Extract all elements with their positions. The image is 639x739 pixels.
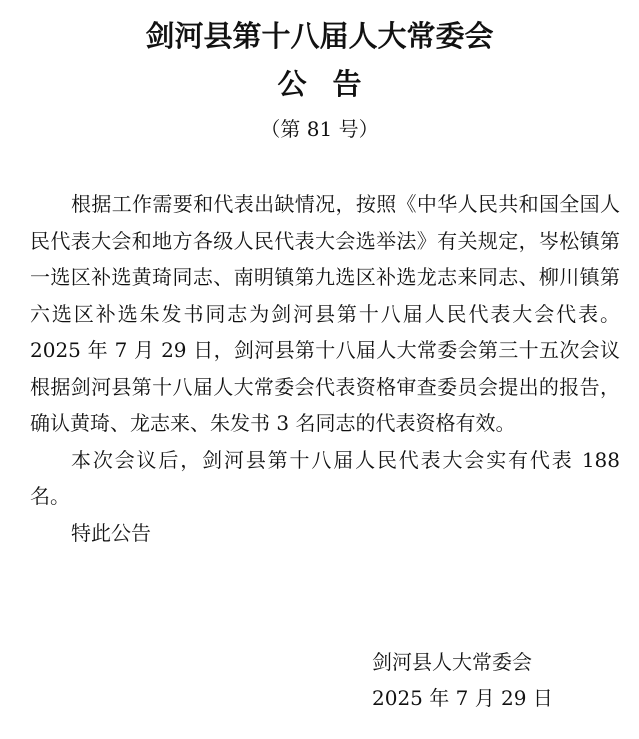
issue-date: 2025 年 7 月 29 日: [372, 686, 553, 710]
signature-block: [372, 644, 553, 716]
issuer-name: 剑河县人大常委会: [372, 650, 532, 674]
notice-title: 剑河县第十八届人大常委会: [145, 19, 494, 53]
notice-paragraph-1: 根据工作需要和代表出缺情况，按照《中华人民共和国全国人民代表大会和地方各级人民代表大会选举法》有关规定，岑松镇第一选区补选黄琦同志、南明镇第九选区补选龙志来同志、柳川镇第六选区补选朱发书同志为剑河县第十八届人民代表大会代表。2025 年 7 月 29 日，剑河县第十八届人大常委会第三十五次会议根据剑河县第十八届人大常委会代表资格审查委员会提出的报告，确认黄琦、龙志来、朱发书 3 名同志的代表资格有效。: [30, 192, 620, 435]
notice-heading: 公告: [277, 67, 388, 101]
notice-closing: 特此公告: [71, 520, 151, 545]
notice-body: [30, 186, 620, 551]
notice-number: （第 81 号）: [260, 117, 379, 141]
notice-paragraph-2: 本次会议后，剑河县第十八届人民代表大会实有代表 188 名。: [30, 447, 620, 508]
